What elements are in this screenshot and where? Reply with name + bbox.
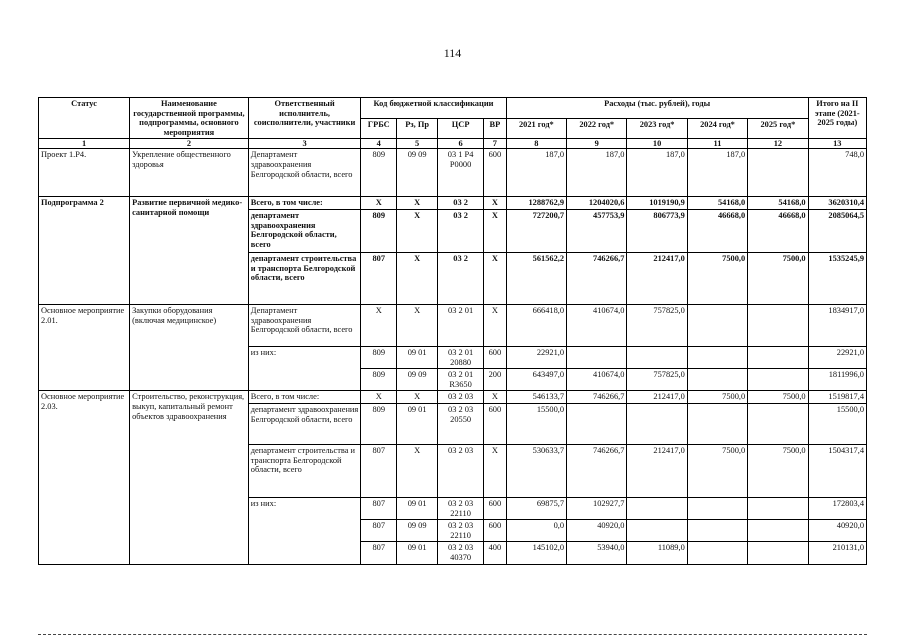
value-2023: 1019190,9: [627, 197, 687, 210]
csr-cell: 03 2 03 20550: [438, 403, 484, 444]
value-2023: 757825,0: [627, 369, 687, 391]
value-2021: 561562,2: [506, 252, 566, 304]
value-2023: [627, 520, 687, 542]
grbs-cell: 807: [361, 497, 397, 519]
csr-cell: 03 2 03 22110: [438, 497, 484, 519]
value-2023: [627, 346, 687, 368]
rzpr-cell: Х: [397, 444, 438, 497]
value-total: 748,0: [808, 149, 866, 197]
value-2022: 187,0: [567, 149, 627, 197]
header-status: Статус: [39, 98, 130, 139]
col-index: 9: [567, 139, 627, 149]
value-2025: [748, 369, 808, 391]
vr-cell: 600: [484, 403, 507, 444]
value-2024: 54168,0: [687, 197, 747, 210]
header-budget-code: Код бюджетной классификации: [361, 98, 506, 119]
grbs-cell: Х: [361, 197, 397, 210]
value-total: 40920,0: [808, 520, 866, 542]
csr-cell: 03 2: [438, 209, 484, 252]
value-2022: 410674,0: [567, 304, 627, 346]
csr-cell: 03 2 03: [438, 444, 484, 497]
value-total: 172803,4: [808, 497, 866, 519]
rzpr-cell: Х: [397, 209, 438, 252]
header-2022: 2022 год*: [567, 118, 627, 139]
rzpr-cell: 09 09: [397, 149, 438, 197]
value-2022: 410674,0: [567, 369, 627, 391]
value-2024: [687, 369, 747, 391]
value-2024: [687, 497, 747, 519]
responsible-cell: из них:: [248, 497, 361, 564]
value-2022: [567, 346, 627, 368]
col-index: 3: [248, 139, 361, 149]
header-row-1: [39, 98, 867, 119]
rzpr-cell: 09 01: [397, 346, 438, 368]
value-2025: 7500,0: [748, 444, 808, 497]
rzpr-cell: 09 01: [397, 497, 438, 519]
col-index: 11: [687, 139, 747, 149]
rzpr-cell: 09 01: [397, 542, 438, 564]
value-2023: [627, 497, 687, 519]
grbs-cell: 809: [361, 346, 397, 368]
name-cell: Строительство, реконструкция, выкуп, капитальный ремонт объектов здравоохранения: [130, 391, 249, 564]
value-2023: 11089,0: [627, 542, 687, 564]
value-2021: 22921,0: [506, 346, 566, 368]
grbs-cell: 809: [361, 403, 397, 444]
page-bottom-divider: [38, 634, 867, 635]
value-2025: [748, 403, 808, 444]
col-index: 10: [627, 139, 687, 149]
header-2025: 2025 год*: [748, 118, 808, 139]
value-2025: 54168,0: [748, 197, 808, 210]
value-2025: [748, 149, 808, 197]
value-total: 1519817,4: [808, 391, 866, 404]
value-2022: 457753,9: [567, 209, 627, 252]
grbs-cell: 807: [361, 542, 397, 564]
value-2022: 40920,0: [567, 520, 627, 542]
value-total: 1811996,0: [808, 369, 866, 391]
header-2024: 2024 год*: [687, 118, 747, 139]
status-cell: Подпрограмма 2: [39, 197, 130, 305]
value-2022: 746266,7: [567, 444, 627, 497]
header-expenses: Расходы (тыс. рублей), годы: [506, 98, 808, 119]
responsible-cell: департамент строительства и транспорта Белгородской области, всего: [248, 252, 361, 304]
value-2022: 53940,0: [567, 542, 627, 564]
rzpr-cell: 09 09: [397, 369, 438, 391]
value-2023: 212417,0: [627, 444, 687, 497]
value-total: 1535245,9: [808, 252, 866, 304]
value-2021: 666418,0: [506, 304, 566, 346]
col-index: 7: [484, 139, 507, 149]
responsible-cell: Всего, в том числе:: [248, 197, 361, 210]
budget-table: [38, 97, 867, 565]
table-row: [39, 149, 867, 197]
value-2023: 806773,9: [627, 209, 687, 252]
grbs-cell: 807: [361, 444, 397, 497]
name-cell: Укрепление общественного здоровья: [130, 149, 249, 197]
csr-cell: 03 2 03 40370: [438, 542, 484, 564]
grbs-cell: 809: [361, 209, 397, 252]
status-cell: Проект 1.Р4.: [39, 149, 130, 197]
responsible-cell: департамент здравоохранения Белгородской области, всего: [248, 209, 361, 252]
value-2023: [627, 403, 687, 444]
rzpr-cell: Х: [397, 304, 438, 346]
table-row: [39, 391, 867, 404]
value-2025: 7500,0: [748, 391, 808, 404]
name-cell: Развитие первичной медико-санитарной помощи: [130, 197, 249, 305]
value-2023: 757825,0: [627, 304, 687, 346]
value-2021: 69875,7: [506, 497, 566, 519]
vr-cell: Х: [484, 304, 507, 346]
csr-cell: 03 2 03: [438, 391, 484, 404]
value-2025: 7500,0: [748, 252, 808, 304]
value-2024: 7500,0: [687, 391, 747, 404]
header-2023: 2023 год*: [627, 118, 687, 139]
value-2021: 145102,0: [506, 542, 566, 564]
grbs-cell: 807: [361, 252, 397, 304]
csr-cell: 03 2: [438, 252, 484, 304]
csr-cell: 03 2 03 22110: [438, 520, 484, 542]
vr-cell: Х: [484, 444, 507, 497]
responsible-cell: Всего, в том числе:: [248, 391, 361, 404]
header-vr: ВР: [484, 118, 507, 139]
header-responsible: Ответственный исполнитель, соисполнители, участники: [248, 98, 361, 139]
col-index: 8: [506, 139, 566, 149]
name-cell: Закупки оборудования (включая медицинское): [130, 304, 249, 390]
value-2022: 1204020,6: [567, 197, 627, 210]
rzpr-cell: Х: [397, 197, 438, 210]
value-2021: 727200,7: [506, 209, 566, 252]
value-total: 1834917,0: [808, 304, 866, 346]
value-2022: 746266,7: [567, 252, 627, 304]
value-total: 210131,0: [808, 542, 866, 564]
value-2025: 46668,0: [748, 209, 808, 252]
value-2024: [687, 304, 747, 346]
value-2022: 102927,7: [567, 497, 627, 519]
value-2023: 212417,0: [627, 391, 687, 404]
value-total: 15500,0: [808, 403, 866, 444]
responsible-cell: департамент здравоохранения Белгородской области, всего: [248, 403, 361, 444]
responsible-cell: Департамент здравоохранения Белгородской области, всего: [248, 304, 361, 346]
table-row: [39, 197, 867, 210]
value-total: 2085064,5: [808, 209, 866, 252]
value-2024: 46668,0: [687, 209, 747, 252]
value-2025: [748, 304, 808, 346]
column-index-row: [39, 139, 867, 149]
header-2021: 2021 год*: [506, 118, 566, 139]
grbs-cell: Х: [361, 304, 397, 346]
header-csr: ЦСР: [438, 118, 484, 139]
value-2021: 15500,0: [506, 403, 566, 444]
vr-cell: 600: [484, 497, 507, 519]
value-2024: 7500,0: [687, 252, 747, 304]
value-2025: [748, 497, 808, 519]
value-2021: 530633,7: [506, 444, 566, 497]
value-2024: [687, 542, 747, 564]
rzpr-cell: Х: [397, 252, 438, 304]
vr-cell: 600: [484, 346, 507, 368]
responsible-cell: из них:: [248, 346, 361, 390]
header-grbs: ГРБС: [361, 118, 397, 139]
col-index: 6: [438, 139, 484, 149]
csr-cell: 03 2 01: [438, 304, 484, 346]
rzpr-cell: 09 01: [397, 403, 438, 444]
vr-cell: Х: [484, 252, 507, 304]
csr-cell: 03 2: [438, 197, 484, 210]
vr-cell: Х: [484, 209, 507, 252]
header-total: Итого на II этапе (2021-2025 годы): [808, 98, 866, 139]
vr-cell: 400: [484, 542, 507, 564]
vr-cell: Х: [484, 391, 507, 404]
vr-cell: 200: [484, 369, 507, 391]
value-2023: 187,0: [627, 149, 687, 197]
value-total: 1504317,4: [808, 444, 866, 497]
col-index: 12: [748, 139, 808, 149]
value-2024: 187,0: [687, 149, 747, 197]
value-2021: 1288762,9: [506, 197, 566, 210]
value-2023: 212417,0: [627, 252, 687, 304]
grbs-cell: 809: [361, 369, 397, 391]
col-index: 5: [397, 139, 438, 149]
grbs-cell: 809: [361, 149, 397, 197]
value-2025: [748, 346, 808, 368]
header-rzpr: Рз, Пр: [397, 118, 438, 139]
value-2024: [687, 403, 747, 444]
budget-table-wrapper: [38, 97, 867, 565]
value-2024: [687, 520, 747, 542]
csr-cell: 03 2 01 R3650: [438, 369, 484, 391]
col-index: 1: [39, 139, 130, 149]
value-total: 22921,0: [808, 346, 866, 368]
status-cell: Основное мероприятие 2.01.: [39, 304, 130, 390]
header-name: Наименование государственной программы, подпрограммы, основного мероприятия: [130, 98, 249, 139]
value-2025: [748, 520, 808, 542]
vr-cell: 600: [484, 149, 507, 197]
csr-cell: 03 1 Р4 Р0000: [438, 149, 484, 197]
rzpr-cell: 09 09: [397, 520, 438, 542]
value-2022: 746266,7: [567, 391, 627, 404]
value-2021: 187,0: [506, 149, 566, 197]
value-2024: [687, 346, 747, 368]
grbs-cell: 807: [361, 520, 397, 542]
col-index: 2: [130, 139, 249, 149]
page-number: 114: [443, 46, 462, 60]
table-row: [39, 304, 867, 346]
value-2022: [567, 403, 627, 444]
value-total: 3620310,4: [808, 197, 866, 210]
status-cell: Основное мероприятие 2.03.: [39, 391, 130, 564]
vr-cell: Х: [484, 197, 507, 210]
value-2021: 546133,7: [506, 391, 566, 404]
col-index: 13: [808, 139, 866, 149]
col-index: 4: [361, 139, 397, 149]
vr-cell: 600: [484, 520, 507, 542]
responsible-cell: департамент строительства и транспорта Белгородской области, всего: [248, 444, 361, 497]
value-2021: 0,0: [506, 520, 566, 542]
value-2025: [748, 542, 808, 564]
csr-cell: 03 2 01 20880: [438, 346, 484, 368]
value-2021: 643497,0: [506, 369, 566, 391]
value-2024: 7500,0: [687, 444, 747, 497]
responsible-cell: Департамент здравоохранения Белгородской области, всего: [248, 149, 361, 197]
grbs-cell: Х: [361, 391, 397, 404]
rzpr-cell: Х: [397, 391, 438, 404]
